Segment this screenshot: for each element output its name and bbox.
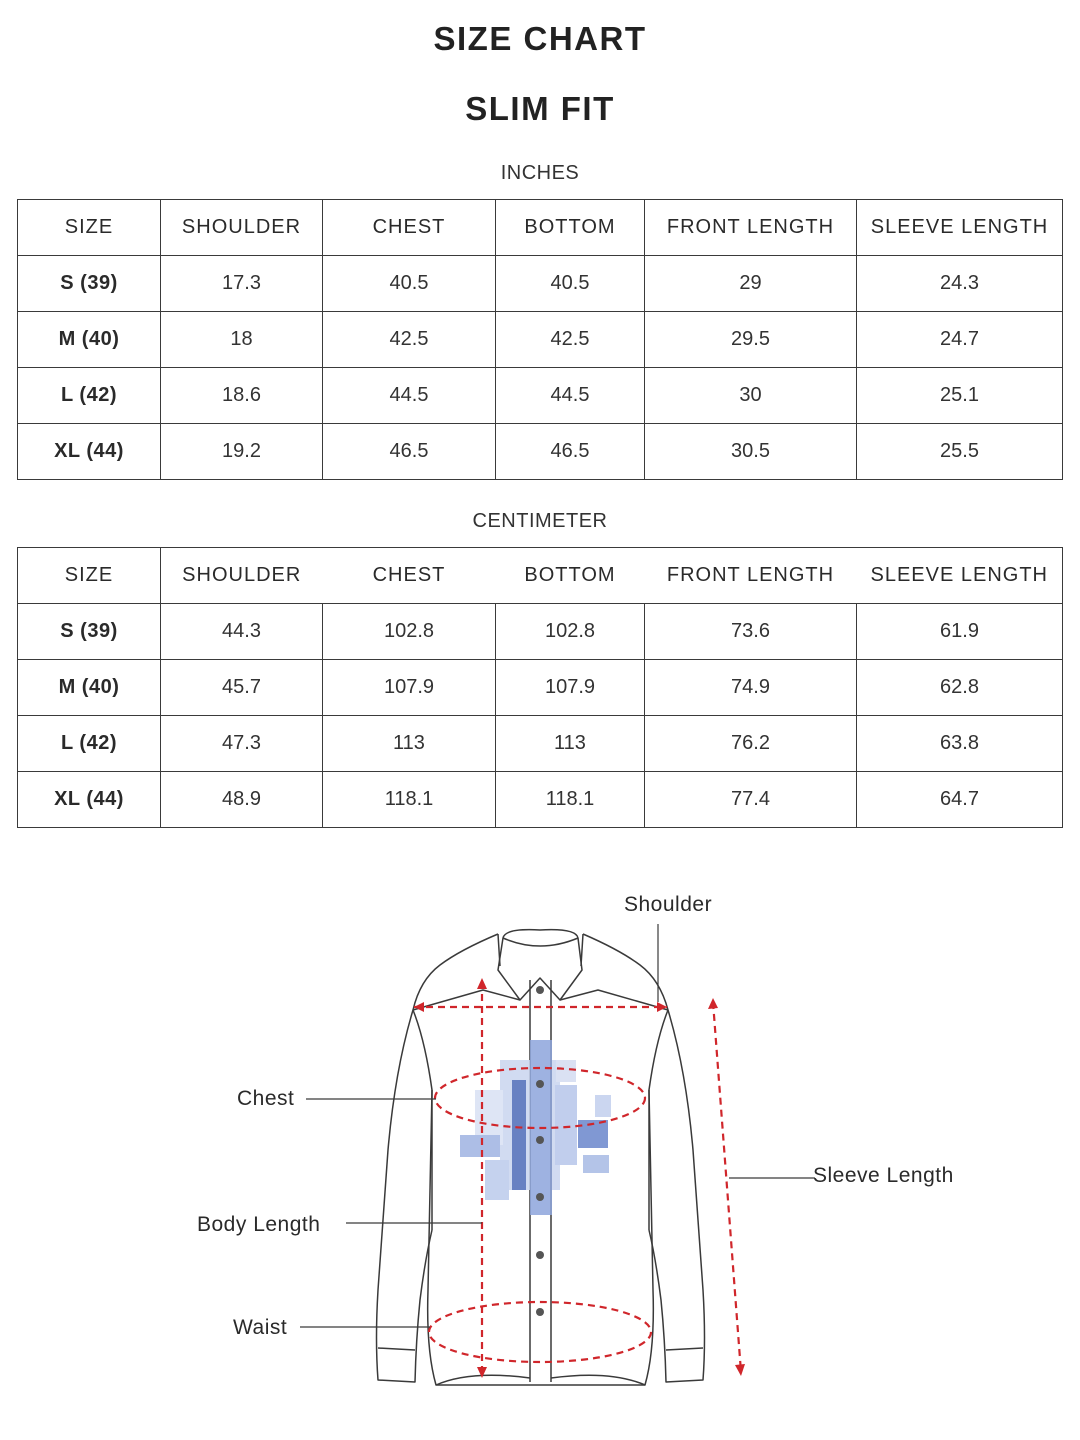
table-cell: 44.3 (161, 604, 323, 660)
column-header: SLEEVE LENGTH (857, 548, 1063, 604)
table-cell: 107.9 (323, 660, 496, 716)
size-cell: L (42) (18, 368, 161, 424)
column-header: SIZE (18, 200, 161, 256)
table-cell: 30.5 (645, 424, 857, 480)
table-cell: 46.5 (323, 424, 496, 480)
chest-label: Chest (237, 1087, 295, 1110)
centimeter-label: CENTIMETER (472, 510, 608, 532)
size-cell: M (40) (18, 312, 161, 368)
size-cell: S (39) (18, 256, 161, 312)
table-row (18, 660, 1063, 716)
column-header: FRONT LENGTH (645, 200, 857, 256)
column-header: SHOULDER (161, 548, 323, 604)
size-cell: XL (44) (18, 772, 161, 828)
table-cell: 62.8 (857, 660, 1063, 716)
table-cell: 18 (161, 312, 323, 368)
body-length-label: Body Length (197, 1213, 321, 1236)
table-cell: 30 (645, 368, 857, 424)
inches-label: INCHES (500, 162, 580, 184)
shoulder-label: Shoulder (624, 893, 713, 916)
table-cell: 42.5 (496, 312, 645, 368)
table-cell: 18.6 (161, 368, 323, 424)
table-row (18, 368, 1063, 424)
size-cell: XL (44) (18, 424, 161, 480)
table-cell: 64.7 (857, 772, 1063, 828)
column-header: BOTTOM (496, 200, 645, 256)
table-header-row (18, 200, 1063, 256)
table-cell: 48.9 (161, 772, 323, 828)
size-cell: S (39) (18, 604, 161, 660)
table-cell: 77.4 (645, 772, 857, 828)
shirt-measurement-diagram (0, 870, 1080, 1440)
table-cell: 24.3 (857, 256, 1063, 312)
table-cell: 73.6 (645, 604, 857, 660)
table-cell: 44.5 (323, 368, 496, 424)
table-cell: 17.3 (161, 256, 323, 312)
table-row (18, 716, 1063, 772)
column-header: BOTTOM (496, 548, 645, 604)
column-header: FRONT LENGTH (645, 548, 857, 604)
size-cell: L (42) (18, 716, 161, 772)
sleeve-length-label: Sleeve Length (813, 1164, 954, 1187)
table-cell: 102.8 (323, 604, 496, 660)
table-cell: 25.1 (857, 368, 1063, 424)
size-cell: M (40) (18, 660, 161, 716)
table-cell: 40.5 (496, 256, 645, 312)
table-cell: 40.5 (323, 256, 496, 312)
table-cell: 29.5 (645, 312, 857, 368)
table-row (18, 256, 1063, 312)
table-row (18, 604, 1063, 660)
table-row (18, 312, 1063, 368)
table-row (18, 424, 1063, 480)
table-cell: 25.5 (857, 424, 1063, 480)
table-cell: 61.9 (857, 604, 1063, 660)
table-cell: 45.7 (161, 660, 323, 716)
table-cell: 29 (645, 256, 857, 312)
fit-subtitle: SLIM FIT (465, 90, 615, 127)
table-cell: 118.1 (496, 772, 645, 828)
table-cell: 107.9 (496, 660, 645, 716)
table-header-row (18, 548, 1063, 604)
table-cell: 74.9 (645, 660, 857, 716)
measurement-guides (414, 982, 741, 1375)
column-header: SHOULDER (161, 200, 323, 256)
inches-size-table (17, 199, 1063, 480)
centimeter-size-table (17, 547, 1063, 828)
table-cell: 102.8 (496, 604, 645, 660)
table-cell: 19.2 (161, 424, 323, 480)
column-header: CHEST (323, 548, 496, 604)
table-cell: 44.5 (496, 368, 645, 424)
table-cell: 42.5 (323, 312, 496, 368)
table-cell: 113 (496, 716, 645, 772)
page-title: SIZE CHART (433, 20, 647, 57)
table-cell: 118.1 (323, 772, 496, 828)
sleeve-length-measure-line (713, 1002, 741, 1372)
waist-label: Waist (233, 1316, 288, 1339)
column-header: CHEST (323, 200, 496, 256)
table-cell: 63.8 (857, 716, 1063, 772)
column-header: SIZE (18, 548, 161, 604)
table-cell: 76.2 (645, 716, 857, 772)
table-row (18, 772, 1063, 828)
table-cell: 113 (323, 716, 496, 772)
table-cell: 47.3 (161, 716, 323, 772)
column-header: SLEEVE LENGTH (857, 200, 1063, 256)
table-cell: 24.7 (857, 312, 1063, 368)
table-cell: 46.5 (496, 424, 645, 480)
